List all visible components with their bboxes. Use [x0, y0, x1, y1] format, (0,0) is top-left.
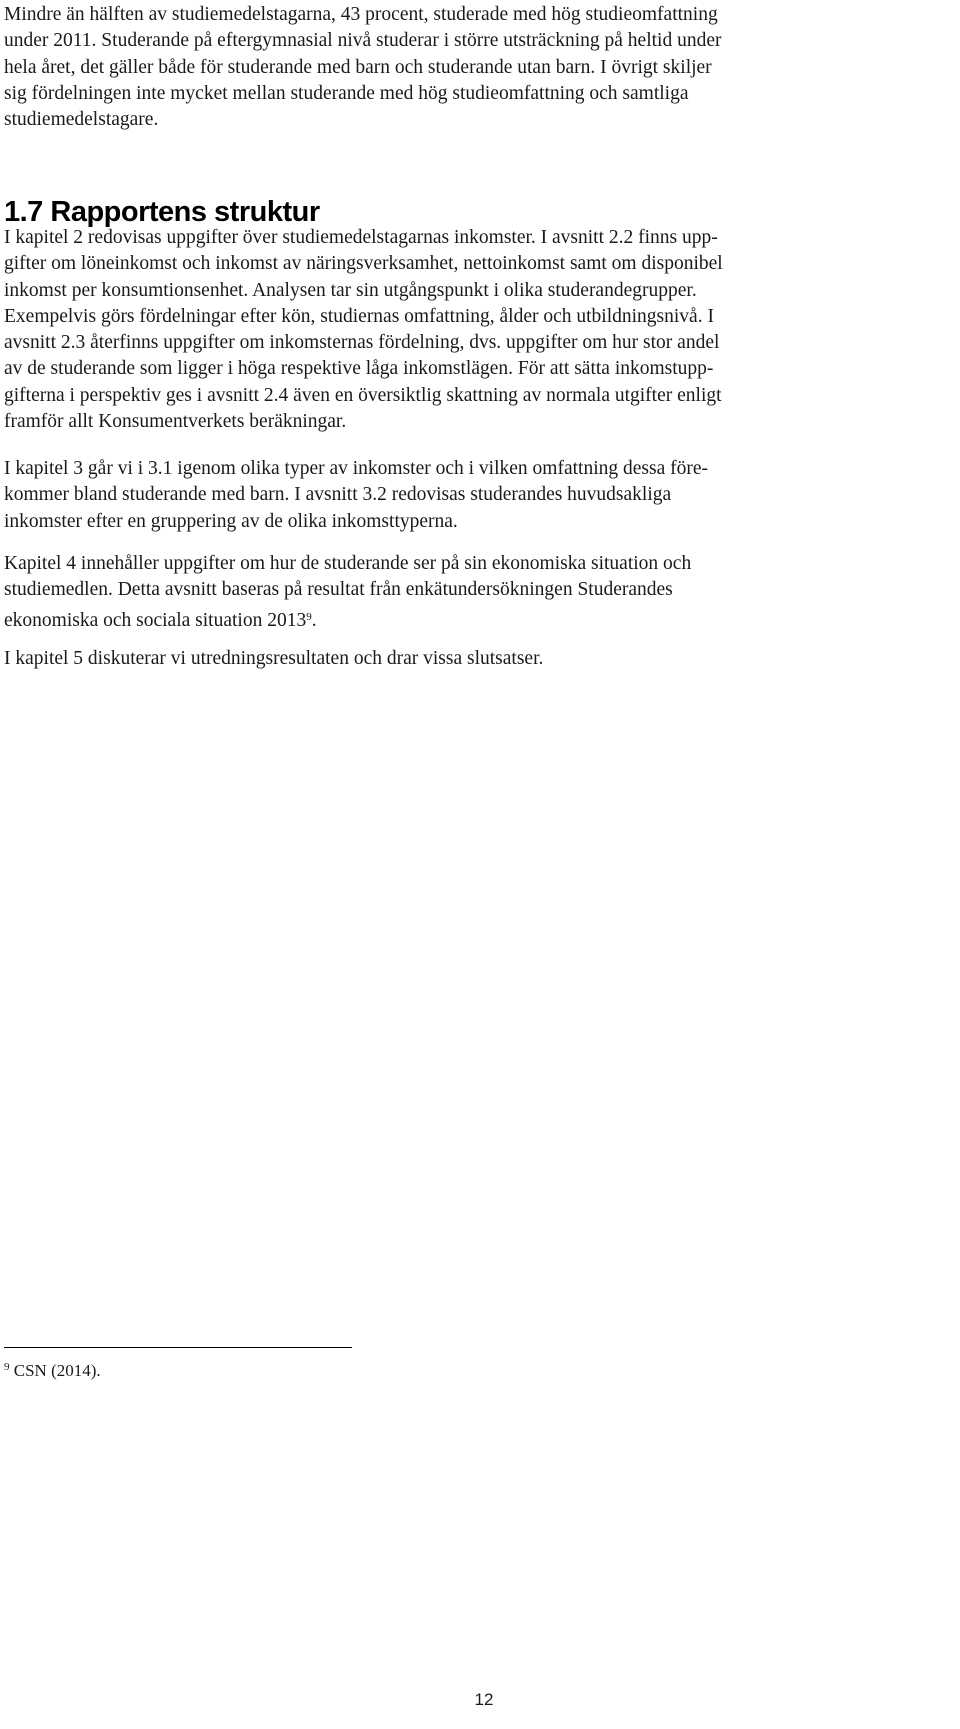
text-line: kommer bland studerande med barn. I avsnitt 3.2 redovisas studerandes huvudsakliga: [4, 484, 672, 506]
text-line: inkomster efter en gruppering av de olika inkomsttyperna.: [4, 510, 458, 532]
text-line: Kapitel 4 innehåller uppgifter om hur de studerande ser på sin ekonomiska situation och: [4, 553, 692, 574]
footnote: [4, 1361, 101, 1381]
text-line: av de studerande som ligger i höga respektive låga inkomstlägen. För att sätta inkomstupp-: [4, 358, 714, 380]
sentence-end: .: [311, 609, 317, 631]
text-line: sig fördelningen inte mycket mellan studerande med hög studieomfattning och samtliga: [4, 82, 689, 104]
footnote-separator: [4, 1347, 352, 1348]
footnote-text: CSN (2014).: [9, 1361, 101, 1380]
paragraph-chapter-3: [4, 456, 708, 535]
text-line: Mindre än hälften av studiemedelstagarna, 43 procent, studerade med hög studieomfattning: [4, 4, 718, 25]
section-heading: 1.7 Rapportens struktur: [4, 196, 320, 228]
text-line: [4, 604, 691, 634]
footnote-number: 9: [4, 1361, 10, 1373]
paragraph-chapter-5: [4, 646, 543, 672]
page-number: 12: [474, 1690, 494, 1709]
text-line: studiemedlen. Detta avsnitt baseras på resultat från enkätundersökningen Studerandes: [4, 579, 673, 601]
text-line: I kapitel 2 redovisas uppgifter över studiemedelstagarnas inkomster. I avsnitt 2.2 finns upp-: [4, 227, 718, 248]
text-line: under 2011. Studerande på eftergymnasial nivå studerar i större utsträckning på heltid under: [4, 30, 722, 52]
text-line: studiemedelstagare.: [4, 109, 159, 131]
text-line: avsnitt 2.3 återfinns uppgifter om inkomsternas fördelning, dvs. uppgifter om hur stor andel: [4, 332, 720, 354]
text-line-content: ekonomiska och sociala situation 2013: [4, 609, 307, 631]
text-line: I kapitel 3 går vi i 3.1 igenom olika typer av inkomster och i vilken omfattning dessa före-: [4, 458, 708, 479]
paragraph-intro: [4, 2, 722, 133]
text-line: gifter om löneinkomst och inkomst av näringsverksamhet, nettoinkomst samt om disponibel: [4, 253, 723, 275]
paragraph-chapter-4: [4, 551, 691, 634]
text-line: Exempelvis görs fördelningar efter kön, studiernas omfattning, ålder och utbildningsnivå. I: [4, 305, 714, 327]
footnote-reference[interactable]: 9: [306, 610, 312, 623]
text-line: inkomst per konsumtionsenhet. Analysen tar sin utgångspunkt i olika studerandegrupper.: [4, 279, 697, 301]
text-line: framför allt Konsumentverkets beräkningar.: [4, 411, 347, 433]
text-line: hela året, det gäller både för studerande med barn och studerande utan barn. I övrigt skiljer: [4, 56, 712, 78]
text-line: I kapitel 5 diskuterar vi utredningsresultaten och drar vissa slutsatser.: [4, 648, 544, 669]
paragraph-chapter-2: [4, 225, 723, 435]
text-line: gifterna i perspektiv ges i avsnitt 2.4 även en översiktlig skattning av normala utgifter enligt: [4, 384, 722, 406]
